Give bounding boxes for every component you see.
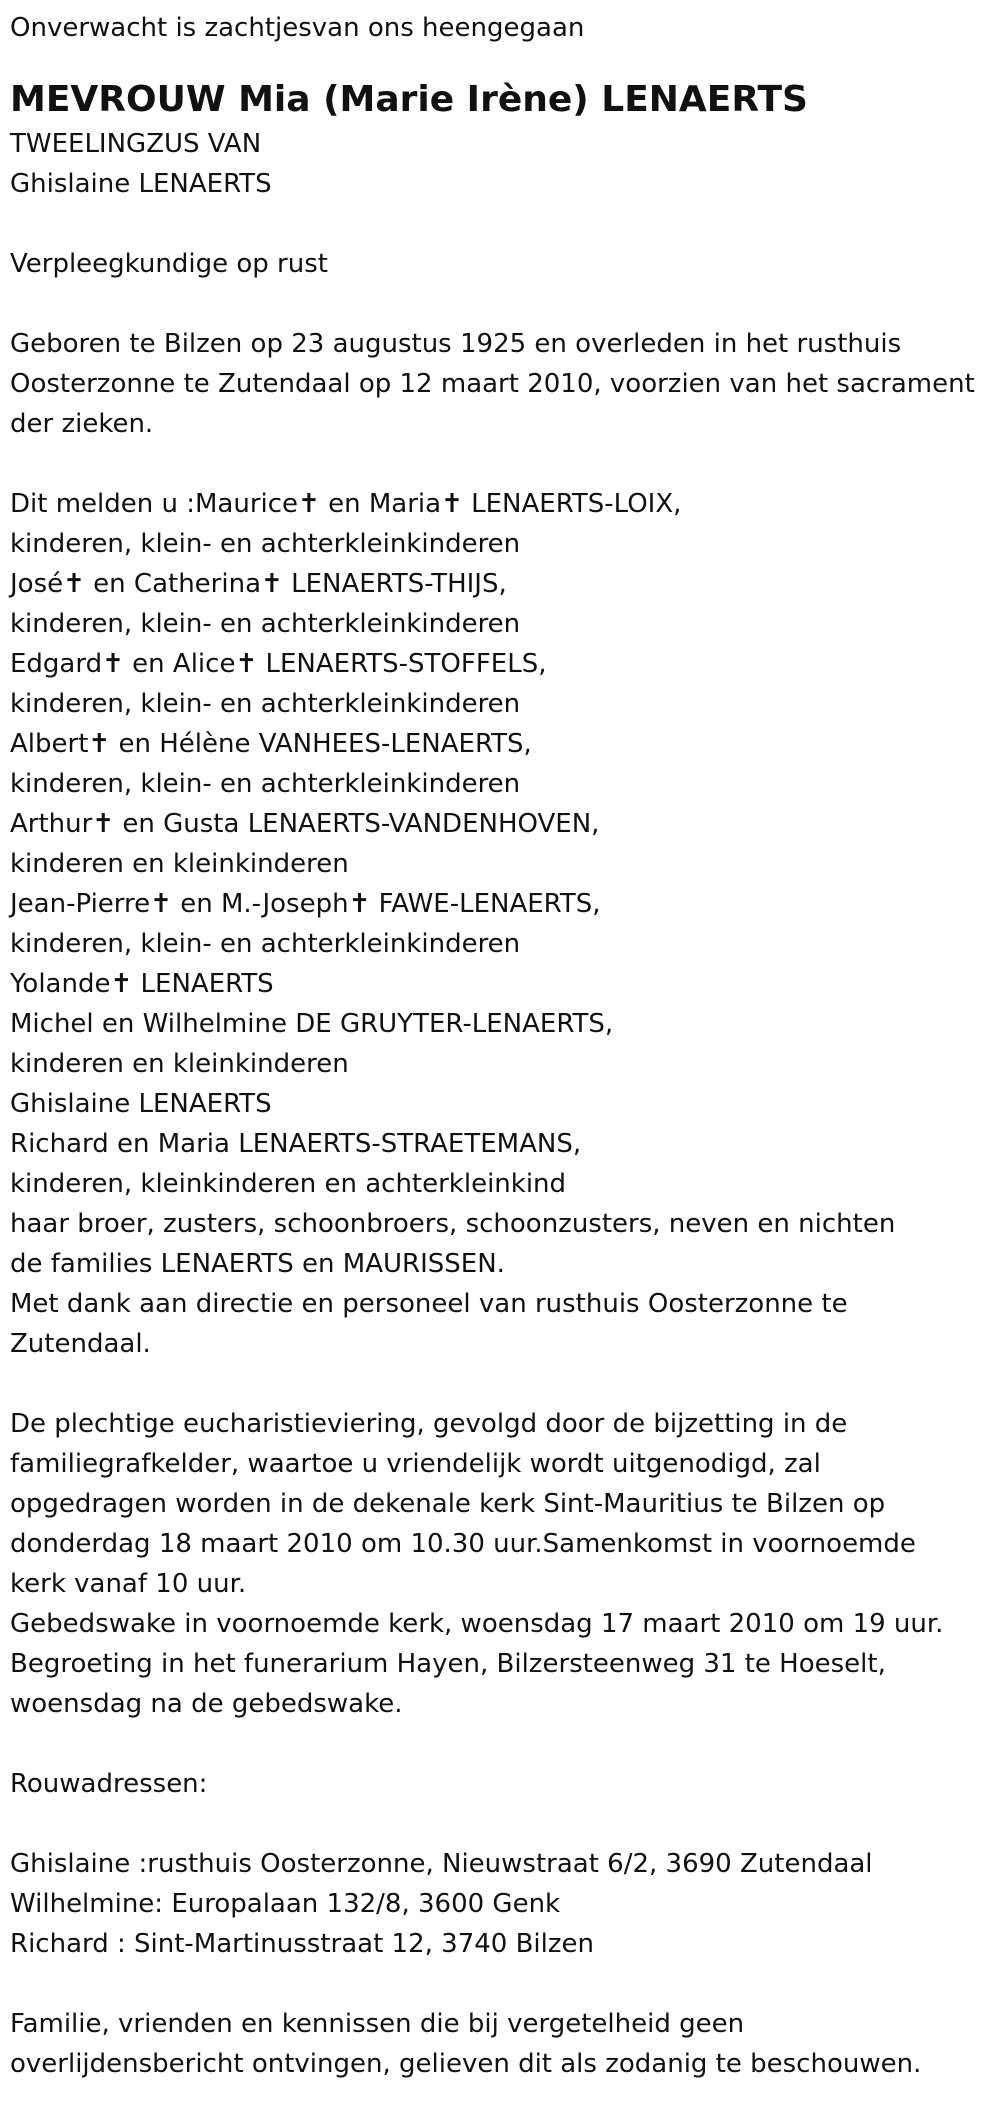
family-line: Jean-Pierre✝ en M.-Joseph✝ FAWE-LENAERTS, — [10, 889, 601, 919]
intro-text: Onverwacht is zachtjesvan ons heengegaan — [10, 13, 585, 43]
address-line: Wilhelmine: Europalaan 132/8, 3600 Genk — [10, 1889, 561, 1919]
family-line: kinderen en kleinkinderen — [10, 1049, 349, 1079]
address-line: Richard : Sint-Martinusstraat 12, 3740 Bilzen — [10, 1929, 594, 1959]
cross-icon: ✝ — [102, 649, 124, 679]
family-line: kinderen, klein- en achterkleinkinderen — [10, 609, 521, 639]
family-line: kinderen, klein- en achterkleinkinderen — [10, 929, 521, 959]
thanks-line: Zutendaal. — [10, 1329, 151, 1359]
cross-icon: ✝ — [235, 649, 258, 679]
cross-icon: ✝ — [110, 969, 133, 999]
addresses-title: Rouwadressen: — [10, 1769, 208, 1799]
thanks-line: Met dank aan directie en personeel van rusthuis Oosterzonne te — [10, 1289, 848, 1319]
cross-icon: ✝ — [441, 489, 463, 519]
family-line: kinderen en kleinkinderen — [10, 849, 349, 879]
family-line: Dit melden u :Maurice✝ en Maria✝ LENAERTS-LOIX, — [10, 489, 682, 519]
closing-line: overlijdensbericht ontvingen, gelieven dit als zodanig te beschouwen. — [10, 2049, 922, 2079]
family-line: kinderen, klein- en achterkleinkinderen — [10, 689, 521, 719]
cross-icon: ✝ — [88, 729, 111, 759]
birth-line-1: Geboren te Bilzen op 23 augustus 1925 en overleden in het rusthuis — [10, 329, 902, 359]
cross-icon: ✝ — [348, 889, 371, 919]
cross-icon: ✝ — [92, 809, 115, 839]
cross-icon: ✝ — [63, 569, 85, 599]
family-line: haar broer, zusters, schoonbroers, schoonzusters, neven en nichten — [10, 1209, 896, 1239]
ceremony-line: woensdag na de gebedswake. — [10, 1689, 403, 1719]
ceremony-line: De plechtige eucharistieviering, gevolgd door de bijzetting in de — [10, 1409, 848, 1439]
closing-line: Familie, vrienden en kennissen die bij vergetelheid geen — [10, 2009, 745, 2039]
cross-icon: ✝ — [150, 889, 172, 919]
family-line: de families LENAERTS en MAURISSEN. — [10, 1249, 505, 1279]
ceremony-line: opgedragen worden in de dekenale kerk Sint-Mauritius te Bilzen op — [10, 1489, 886, 1519]
profession: Verpleegkundige op rust — [10, 249, 328, 279]
ceremony-line: Begroeting in het funerarium Hayen, Bilzersteenweg 31 te Hoeselt, — [10, 1649, 886, 1679]
cross-icon: ✝ — [298, 489, 320, 519]
ceremony-line: Gebedswake in voornoemde kerk, woensdag 17 maart 2010 om 19 uur. — [10, 1609, 944, 1639]
twin-label: TWEELINGZUS VAN — [10, 129, 262, 159]
family-line: Yolande✝ LENAERTS — [10, 969, 274, 999]
birth-line-2: Oosterzonne te Zutendaal op 12 maart 2010, voorzien van het sacrament — [10, 369, 975, 399]
deceased-name: MEVROUW Mia (Marie Irène) LENAERTS — [10, 79, 808, 120]
family-line: Albert✝ en Hélène VANHEES-LENAERTS, — [10, 729, 532, 759]
ceremony-line: donderdag 18 maart 2010 om 10.30 uur.Samenkomst in voornoemde — [10, 1529, 916, 1559]
family-line: Edgard✝ en Alice✝ LENAERTS-STOFFELS, — [10, 649, 547, 679]
family-line: kinderen, klein- en achterkleinkinderen — [10, 529, 521, 559]
twin-name: Ghislaine LENAERTS — [10, 169, 272, 199]
family-line: kinderen, kleinkinderen en achterkleinkind — [10, 1169, 567, 1199]
ceremony-line: familiegrafkelder, waartoe u vriendelijk wordt uitgenodigd, zal — [10, 1449, 821, 1479]
address-line: Ghislaine :rusthuis Oosterzonne, Nieuwstraat 6/2, 3690 Zutendaal — [10, 1849, 873, 1879]
family-line: kinderen, klein- en achterkleinkinderen — [10, 769, 521, 799]
family-line: José✝ en Catherina✝ LENAERTS-THIJS, — [10, 569, 507, 599]
ceremony-line: kerk vanaf 10 uur. — [10, 1569, 247, 1599]
cross-icon: ✝ — [261, 569, 283, 599]
family-line: Richard en Maria LENAERTS-STRAETEMANS, — [10, 1129, 582, 1159]
birth-line-3: der zieken. — [10, 409, 154, 439]
family-line: Ghislaine LENAERTS — [10, 1089, 272, 1119]
family-line: Arthur✝ en Gusta LENAERTS-VANDENHOVEN, — [10, 809, 600, 839]
family-line: Michel en Wilhelmine DE GRUYTER-LENAERTS, — [10, 1009, 614, 1039]
